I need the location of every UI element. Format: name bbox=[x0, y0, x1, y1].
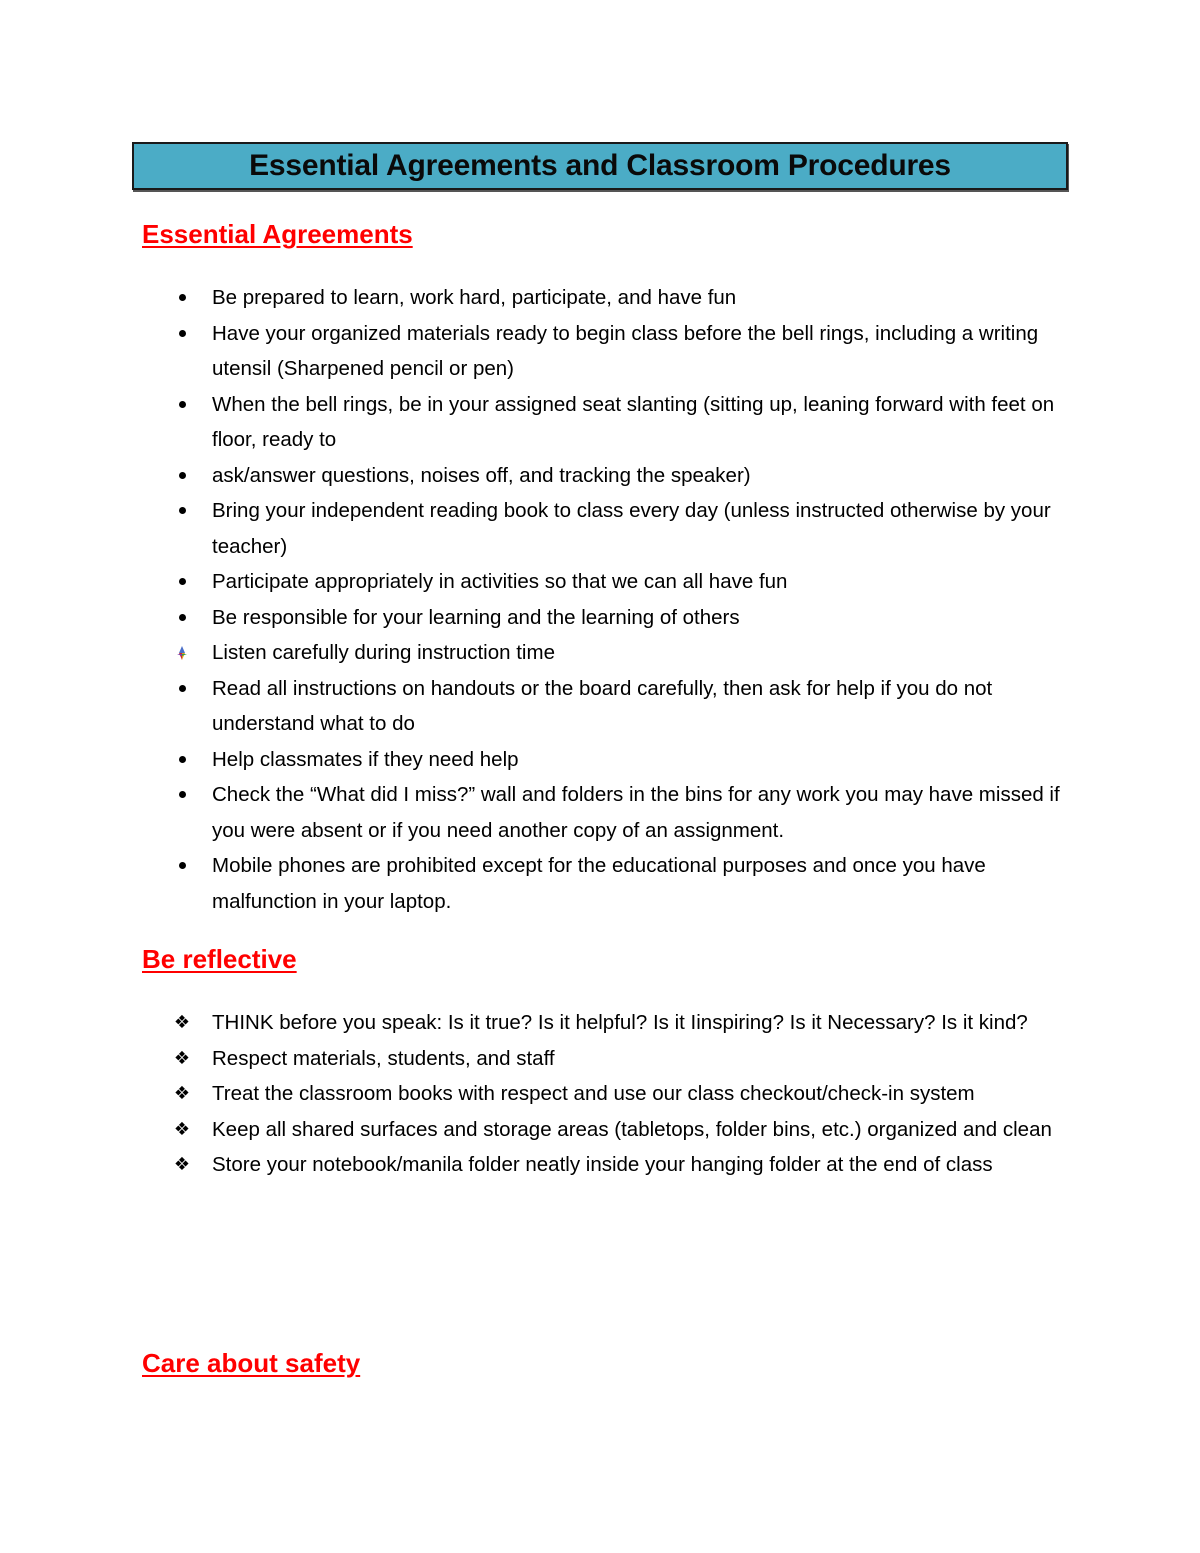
bullet-icon bbox=[172, 493, 192, 529]
list-item: ❖ Treat the classroom books with respect and use our class checkout/check-in system bbox=[0, 1076, 1062, 1112]
diamond-bullet-icon: ❖ bbox=[173, 1012, 191, 1033]
bullet-icon bbox=[172, 458, 192, 494]
diamond-bullet-icon: ❖ bbox=[173, 1118, 191, 1140]
be-reflective-list bbox=[0, 1005, 1200, 1183]
heading-be-reflective: Be reflective bbox=[142, 944, 297, 974]
list-item: ❖ Keep all shared surfaces and storage areas (tabletops, folder bins, etc.) organized and clean bbox=[0, 1112, 1062, 1148]
bullet-icon bbox=[172, 564, 192, 600]
bullet-icon bbox=[172, 848, 192, 884]
bullet-icon bbox=[172, 777, 192, 813]
list-item: Check the “What did I miss?” wall and folders in the bins for any work you may have missed if you were absent or if you need another copy of an assignment. bbox=[0, 777, 1062, 848]
heading-care-about-safety: Care about safety bbox=[142, 1348, 361, 1378]
list-item: ❖ Respect materials, students, and staff bbox=[0, 1041, 1062, 1077]
list-item: ❖ Store your notebook/manila folder neatly inside your hanging folder at the end of class bbox=[0, 1147, 1062, 1183]
list-item: Read all instructions on handouts or the board carefully, then ask for help if you do not understand what to do bbox=[0, 671, 1062, 742]
list-item: Have your organized materials ready to begin class before the bell rings, including a writing utensil (Sharpened pencil or pen) bbox=[0, 316, 1062, 387]
diamond-bullet-icon: ❖ bbox=[173, 1154, 191, 1175]
list-item: ❖ THINK before you speak: Is it true? Is it helpful? Is it Iinspiring? Is it Necessary? Is it kind? bbox=[0, 1005, 1062, 1041]
bullet-icon bbox=[172, 742, 192, 778]
document-title: Essential Agreements and Classroom Procedures bbox=[249, 149, 951, 182]
list-item: Bring your independent reading book to class every day (unless instructed otherwise by your teacher) bbox=[0, 493, 1062, 564]
list-item: Help classmates if they need help bbox=[0, 742, 1062, 778]
bullet-icon bbox=[172, 387, 192, 423]
title-banner bbox=[132, 142, 1068, 190]
diamond-bullet-icon: ❖ bbox=[173, 1083, 191, 1104]
list-item: Listen carefully during instruction time bbox=[0, 635, 1062, 671]
list-item: Be responsible for your learning and the learning of others bbox=[0, 600, 1062, 636]
diamond-bullet-icon: ❖ bbox=[173, 1047, 191, 1069]
bullet-icon bbox=[172, 600, 192, 636]
bullet-icon bbox=[172, 671, 192, 707]
arrow-bullet-icon bbox=[172, 635, 192, 671]
heading-essential-agreements: Essential Agreements bbox=[142, 219, 413, 249]
list-item: Mobile phones are prohibited except for the educational purposes and once you have malfunction in your laptop. bbox=[0, 848, 1062, 919]
essential-agreements-list bbox=[0, 280, 1200, 919]
list-item: Participate appropriately in activities so that we can all have fun bbox=[0, 564, 1062, 600]
bullet-icon bbox=[172, 316, 192, 352]
list-item: ask/answer questions, noises off, and tracking the speaker) bbox=[0, 458, 1062, 494]
list-item: When the bell rings, be in your assigned seat slanting (sitting up, leaning forward with feet on floor, ready to bbox=[0, 387, 1062, 458]
list-item: Be prepared to learn, work hard, participate, and have fun bbox=[0, 280, 1062, 316]
bullet-icon bbox=[172, 280, 192, 316]
